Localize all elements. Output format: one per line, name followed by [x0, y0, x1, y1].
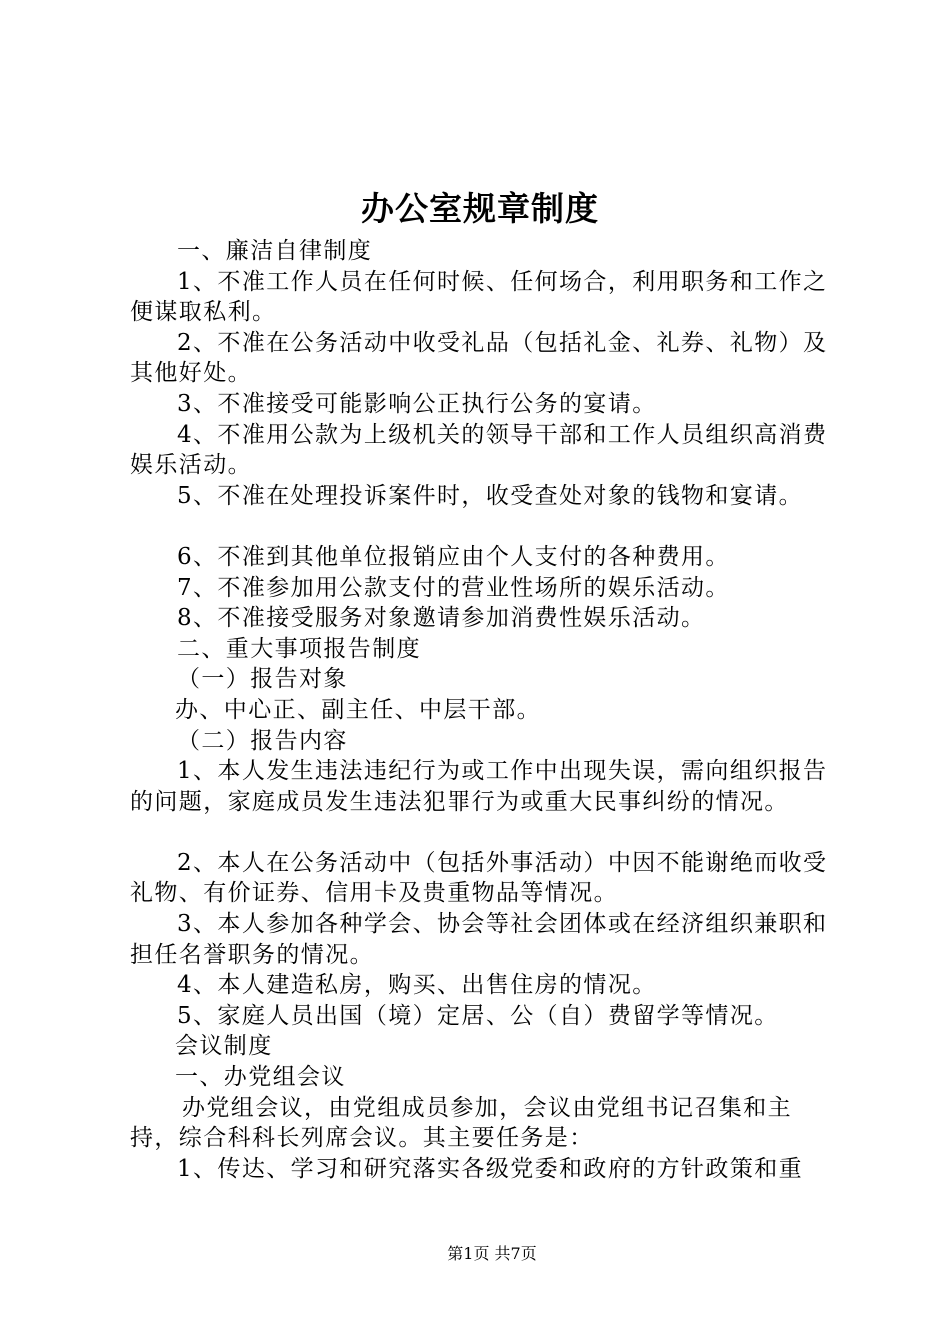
page-number-footer: 第1页 共7页: [447, 1244, 537, 1263]
paragraph: 1、不准工作人员在任何时候、任何场合，利用职务和工作之便谋取私利。: [130, 268, 828, 326]
subsection-heading: （一）报告对象: [177, 666, 348, 693]
paragraph: 6、不准到其他单位报销应由个人支付的各种费用。: [177, 543, 730, 570]
paragraph: 3、本人参加各种学会、协会等社会团体或在经济组织兼职和担任名誉职务的情况。: [130, 911, 828, 968]
paragraph: 4、本人建造私房，购买、出售住房的情况。: [177, 972, 657, 999]
document-title: 办公室规章制度: [361, 189, 599, 228]
paragraph: 8、不准接受服务对象邀请参加消费性娱乐活动。: [177, 605, 706, 632]
paragraph: 3、不准接受可能影响公正执行公务的宴请。: [177, 390, 657, 417]
document-body: [130, 236, 838, 1184]
paragraph: 1、本人发生违法违纪行为或工作中出现失误，需向组织报告的问题，家庭成员发生违法犯罪行为或重大民事纠纷的情况。: [130, 758, 828, 815]
paragraph: 办党组会议，由党组成员参加，会议由党组书记召集和主持，综合科科长列席会议。其主要任务是：: [130, 1094, 792, 1152]
blank-line: [130, 511, 838, 542]
paragraph: 5、不准在处理投诉案件时，收受查处对象的钱物和宴请。: [177, 482, 804, 509]
subsection-heading: （二）报告内容: [177, 727, 348, 754]
paragraph: 4、不准用公款为上级机关的领导干部和工作人员组织高消费娱乐活动。: [130, 421, 828, 479]
paragraph: 办、中心正、副主任、中层干部。: [175, 696, 541, 723]
section-heading: 会议制度: [175, 1033, 273, 1060]
paragraph: 1、传达、学习和研究落实各级党委和政府的方针政策和重: [177, 1155, 804, 1182]
paragraph: 2、不准在公务活动中收受礼品（包括礼金、礼券、礼物）及其他好处。: [130, 329, 828, 387]
section-heading: 二、重大事项报告制度: [177, 635, 421, 662]
section-heading: 一、办党组会议: [175, 1064, 346, 1091]
blank-line: [130, 817, 838, 848]
paragraph: 5、家庭人员出国（境）定居、公（自）费留学等情况。: [177, 1002, 779, 1029]
paragraph: 7、不准参加用公款支付的营业性场所的娱乐活动。: [177, 574, 730, 601]
paragraph: 2、本人在公务活动中（包括外事活动）中因不能谢绝而收受礼物、有价证券、信用卡及贵重物品等情况。: [130, 849, 828, 907]
section-heading: 一、廉洁自律制度: [177, 238, 373, 264]
